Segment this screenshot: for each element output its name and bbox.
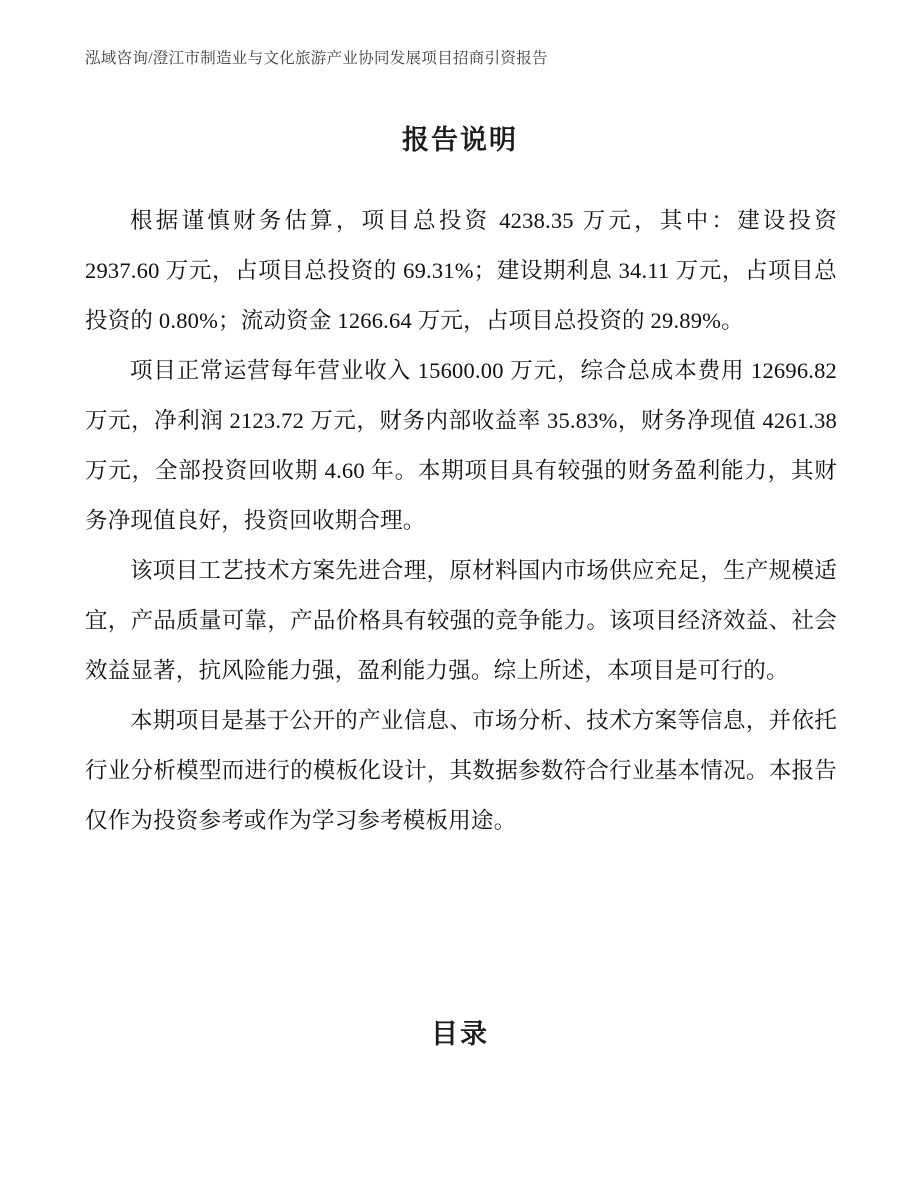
paragraph-operating-results: 项目正常运营每年营业收入 15600.00 万元，综合总成本费用 12696.82 万元，净利润 2123.72 万元，财务内部收益率 35.83%，财务净现值 4261.38 万元，全部投资回收期 4.60 年。本期项目具有较强的财务盈利能力，其财务净现值良好，投资回收期合理。 [85,358,837,533]
page-title: 报告说明 [402,125,518,155]
running-header: 泓域咨询/澄江市制造业与文化旅游产业协同发展项目招商引资报告 [85,50,548,67]
body-content [85,196,837,846]
paragraph-feasibility-conclusion: 该项目工艺技术方案先进合理，原材料国内市场供应充足，生产规模适宜，产品质量可靠，产品价格具有较强的竞争能力。该项目经济效益、社会效益显著，抗风险能力强，盈利能力强。综上所述，本项目是可行的。 [85,558,837,683]
table-of-contents-title: 目录 [431,1019,489,1049]
paragraph-disclaimer: 本期项目是基于公开的产业信息、市场分析、技术方案等信息，并依托行业分析模型而进行的模板化设计，其数据参数符合行业基本情况。本报告仅作为投资参考或作为学习参考模板用途。 [85,708,837,833]
paragraph-investment-summary: 根据谨慎财务估算，项目总投资 4238.35 万元，其中：建设投资 2937.60 万元，占项目总投资的 69.31%；建设期利息 34.11 万元，占项目总投资的 0.80%；流动资金 1266.64 万元，占项目总投资的 29.89%。 [85,208,837,333]
